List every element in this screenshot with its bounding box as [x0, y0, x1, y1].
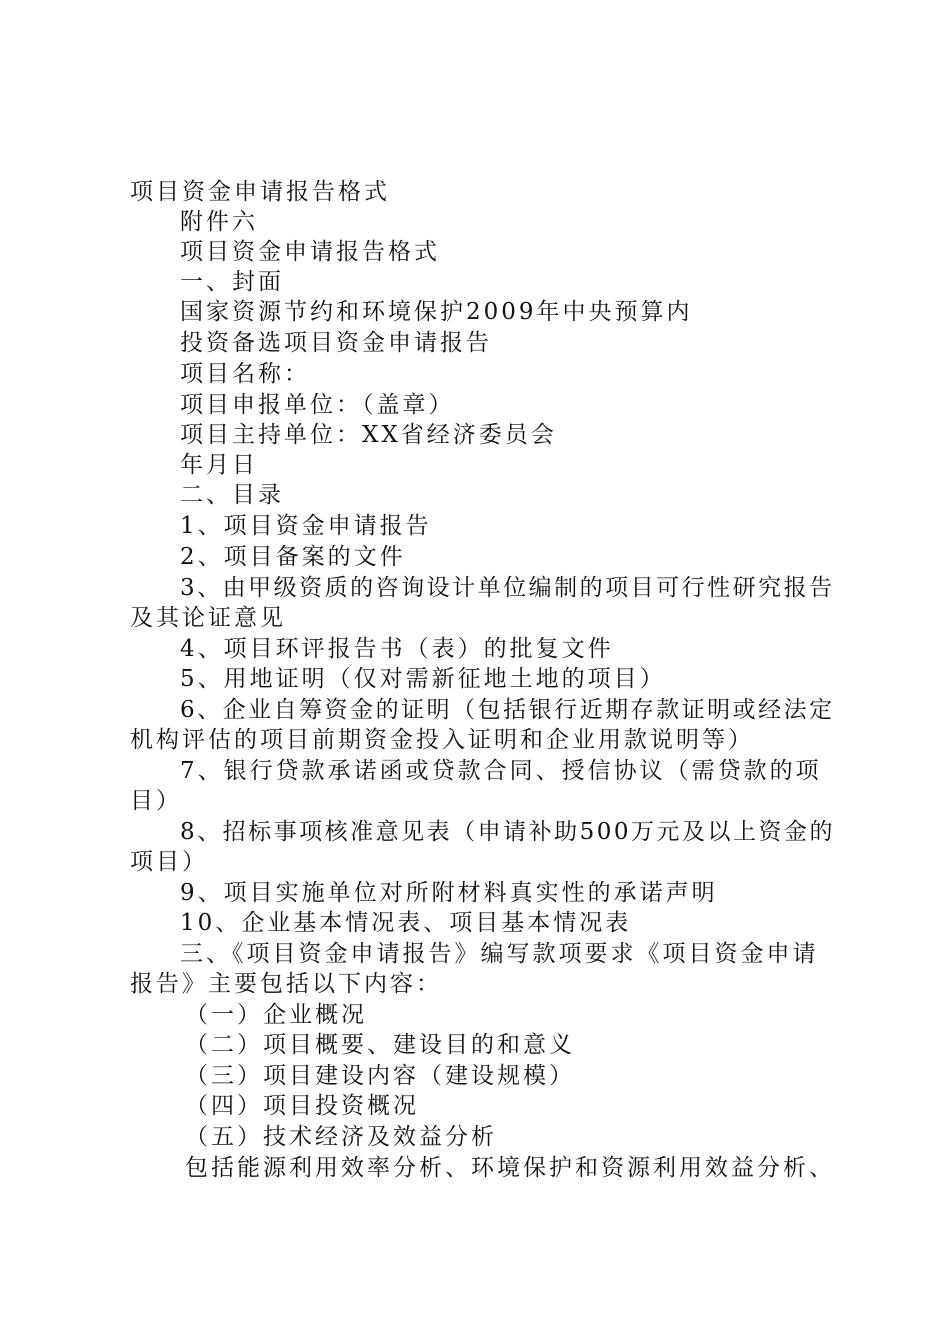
section-heading-cover: 一、封面 [180, 269, 284, 295]
sub-item: （三）项目建设内容（建设规模） [185, 1063, 575, 1089]
list-item: 2、项目备案的文件 [180, 544, 406, 570]
sub-item: （一）企业概况 [185, 1002, 367, 1028]
list-item-continuation: 项目） [130, 849, 208, 875]
list-item: 8、招标事项核准意见表（申请补助500万元及以上资金的 [180, 819, 836, 845]
list-item-continuation: 机构评估的项目前期资金投入证明和企业用款说明等） [130, 727, 754, 753]
text-line: 项目申报单位：（盖章） [180, 392, 455, 418]
sub-item: （五）技术经济及效益分析 [185, 1124, 497, 1150]
list-item: 6、企业自筹资金的证明（包括银行近期存款证明或经法定 [180, 697, 835, 723]
sub-item: （二）项目概要、建设目的和意义 [185, 1032, 575, 1058]
text-line: 国家资源节约和环境保护2009年中央预算内 [180, 299, 693, 325]
section-heading-continuation: 报告》主要包括以下内容： [130, 971, 442, 997]
text-line: 项目资金申请报告格式 [180, 239, 440, 265]
text-line: 投资备选项目资金申请报告 [180, 330, 492, 356]
sub-item: （四）项目投资概况 [185, 1093, 419, 1119]
text-line: 年月日 [180, 452, 258, 478]
list-item-continuation: 目） [130, 788, 182, 814]
list-item: 7、银行贷款承诺函或贷款合同、授信协议（需贷款的项 [180, 758, 822, 784]
list-item: 5、用地证明（仅对需新征地土地的项目） [180, 666, 666, 692]
list-item: 3、由甲级资质的咨询设计单位编制的项目可行性研究报告 [180, 575, 835, 601]
text-line: 项目主持单位：XX省经济委员会 [180, 422, 557, 448]
text-line: 项目名称： [180, 361, 310, 387]
text-line: 包括能源利用效率分析、环境保护和资源利用效益分析、 [185, 1155, 835, 1181]
list-item: 9、项目实施单位对所附材料真实性的承诺声明 [180, 880, 718, 906]
document-title: 项目资金申请报告格式 [130, 179, 390, 205]
list-item: 10、企业基本情况表、项目基本情况表 [180, 910, 632, 936]
text-line: 附件六 [180, 209, 258, 235]
list-item-continuation: 及其论证意见 [130, 605, 286, 631]
list-item: 4、项目环评报告书（表）的批复文件 [180, 636, 614, 662]
section-heading-contents: 二、目录 [180, 482, 284, 508]
section-heading-requirements: 三、《项目资金申请报告》编写款项要求《项目资金申请 [180, 941, 819, 967]
list-item: 1、项目资金申请报告 [180, 513, 432, 539]
